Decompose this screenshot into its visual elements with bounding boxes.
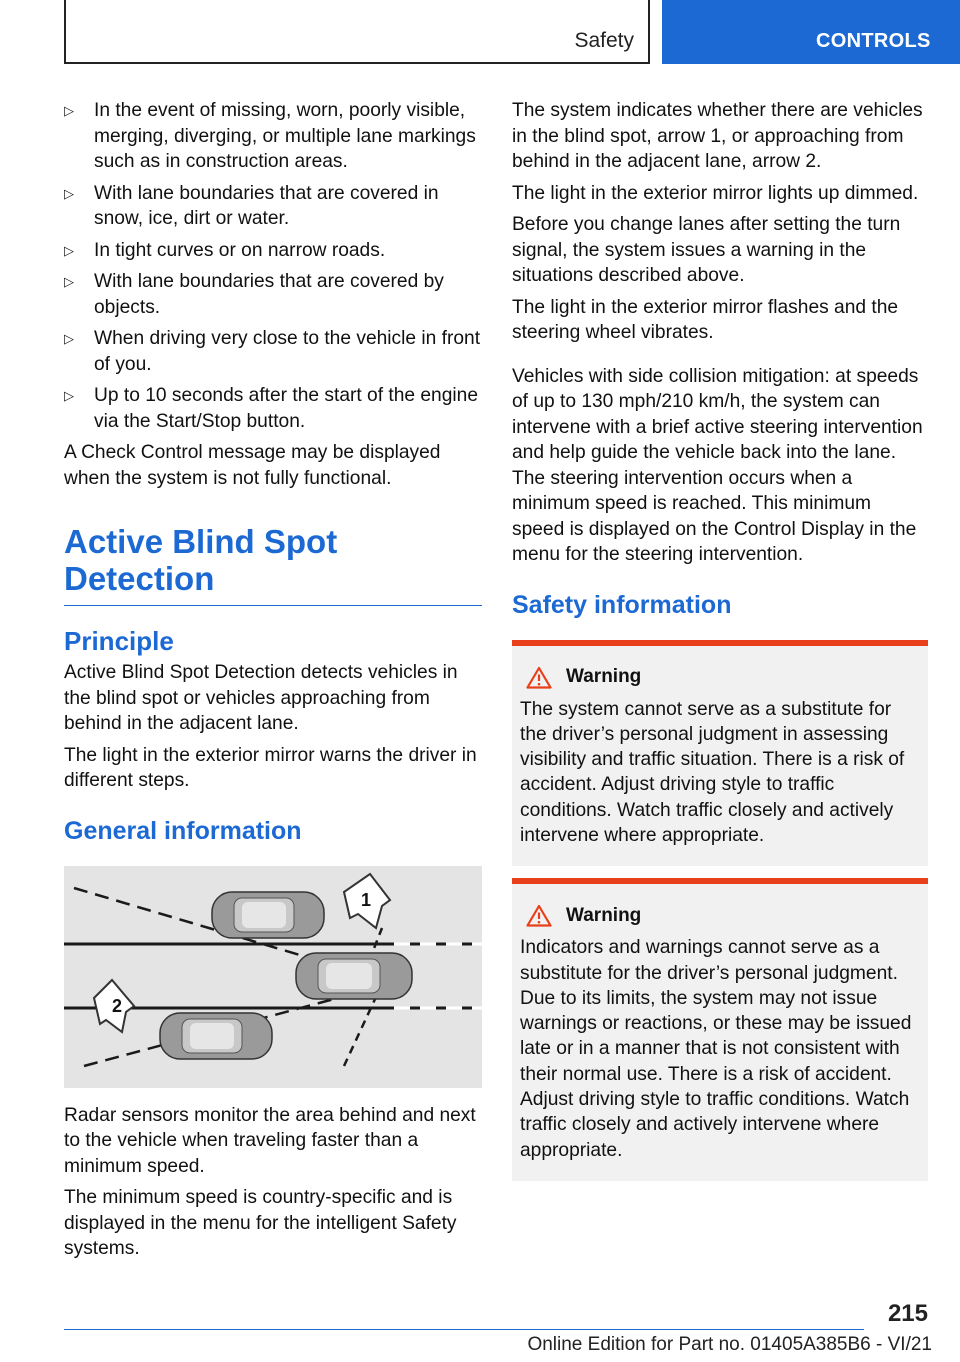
warning-header bbox=[520, 666, 922, 689]
triangle-bullet-icon: ▷ bbox=[64, 388, 74, 403]
principle-heading: Principle bbox=[64, 626, 174, 656]
left-column bbox=[64, 98, 482, 1268]
header-chapter-label: CONTROLS bbox=[816, 30, 931, 52]
safety-information-heading: Safety information bbox=[512, 590, 732, 619]
warning-triangle-icon bbox=[526, 666, 552, 689]
triangle-bullet-icon: ▷ bbox=[64, 331, 74, 346]
header-section-tab bbox=[64, 0, 650, 64]
list-item: ▷ In the event of missing, worn, poorly visible, merging, diverging, or multiple lane markings such as in construction areas. bbox=[64, 100, 476, 172]
side-collision-paragraph: Vehicles with side collision mitigation: at speeds of up to 130 mph/210 km/h, the system can intervene with a brief active steering intervention and help guide the vehicle back into the lane. The steering intervention occurs when a minimum speed is reached. This minimum speed is displayed on the Control Display in the menu for the steering intervention. bbox=[512, 365, 923, 565]
check-control-note: A Check Control message may be displayed when the system is not fully functional. bbox=[64, 442, 441, 489]
warning-triangle-icon bbox=[526, 904, 552, 927]
header-chapter-tab bbox=[662, 0, 960, 64]
car-icon bbox=[160, 1013, 272, 1059]
blind-spot-illustration bbox=[64, 866, 482, 1088]
header-section-label: Safety bbox=[574, 29, 634, 52]
footer-divider bbox=[64, 1329, 864, 1330]
warning-box bbox=[512, 640, 928, 867]
warning-title: Warning bbox=[566, 904, 642, 926]
page-number: 215 bbox=[887, 1300, 928, 1327]
triangle-bullet-icon: ▷ bbox=[64, 242, 74, 258]
list-item: ▷ With lane boundaries that are covered in snow, ice, dirt or water. bbox=[64, 182, 439, 229]
triangle-bullet-icon: ▷ bbox=[64, 103, 74, 118]
right-column bbox=[512, 98, 928, 1181]
paragraph: Before you change lanes after setting the turn signal, the system issues a warning in the situations described above. bbox=[512, 214, 901, 286]
car-icon bbox=[212, 892, 324, 938]
general-paragraph: Radar sensors monitor the area behind and next to the vehicle when traveling faster than a minimum speed. bbox=[64, 1104, 476, 1177]
limitations-list bbox=[64, 98, 482, 434]
triangle-bullet-icon: ▷ bbox=[64, 185, 74, 201]
paragraph: The light in the exterior mirror lights up dimmed. bbox=[512, 182, 919, 204]
arrow-1-label: 1 bbox=[361, 889, 372, 910]
warning-header bbox=[520, 904, 922, 927]
arrow-2-label: 2 bbox=[112, 995, 123, 1016]
edition-note: Online Edition for Part no. 01405A385B6 - VI/21 bbox=[527, 1334, 932, 1355]
general-paragraph: The minimum speed is country-specific and is displayed in the menu for the intelligent Safety systems. bbox=[64, 1187, 457, 1259]
principle-paragraph: Active Blind Spot Detection detects vehicles in the blind spot or vehicles approaching from behind in the adjacent lane. bbox=[64, 662, 458, 734]
list-item: ▷ With lane boundaries that are covered by objects. bbox=[64, 271, 444, 318]
car-icon bbox=[296, 953, 412, 999]
paragraph: The light in the exterior mirror flashes and the steering wheel vibrates. bbox=[512, 296, 899, 343]
warning-title: Warning bbox=[566, 666, 642, 687]
warning-box bbox=[512, 878, 928, 1181]
list-item: ▷ In tight curves or on narrow roads. bbox=[64, 238, 482, 264]
warning-text: Indicators and warnings cannot serve as a substitute for the driver’s personal judgment. Due to its limits, the system may not issue warnings or reactions, or these may be issued late or in a manner that is not consistent with their normal use. There is a risk of accident. Adjust driving style to traffic conditions. Watch traffic closely and actively intervene where appropriate. bbox=[520, 937, 912, 1161]
warning-text: The system cannot serve as a substitute for the driver’s personal judgment in assessing visibility and traffic situation. There is a risk of accident. Adjust driving style to traffic conditions. Watch traffic closely and actively intervene where appropriate. bbox=[520, 698, 905, 846]
section-title: Active Blind Spot Detection bbox=[64, 523, 482, 606]
principle-paragraph: The light in the exterior mirror warns the driver in different steps. bbox=[64, 744, 477, 791]
paragraph: The system indicates whether there are vehicles in the blind spot, arrow 1, or approaching from behind in the adjacent lane, arrow 2. bbox=[512, 100, 923, 172]
list-item: ▷ Up to 10 seconds after the start of the engine via the Start/Stop button. bbox=[64, 385, 478, 432]
general-information-heading: General information bbox=[64, 816, 302, 845]
list-item: ▷ When driving very close to the vehicle in front of you. bbox=[64, 328, 481, 375]
triangle-bullet-icon: ▷ bbox=[64, 274, 74, 289]
